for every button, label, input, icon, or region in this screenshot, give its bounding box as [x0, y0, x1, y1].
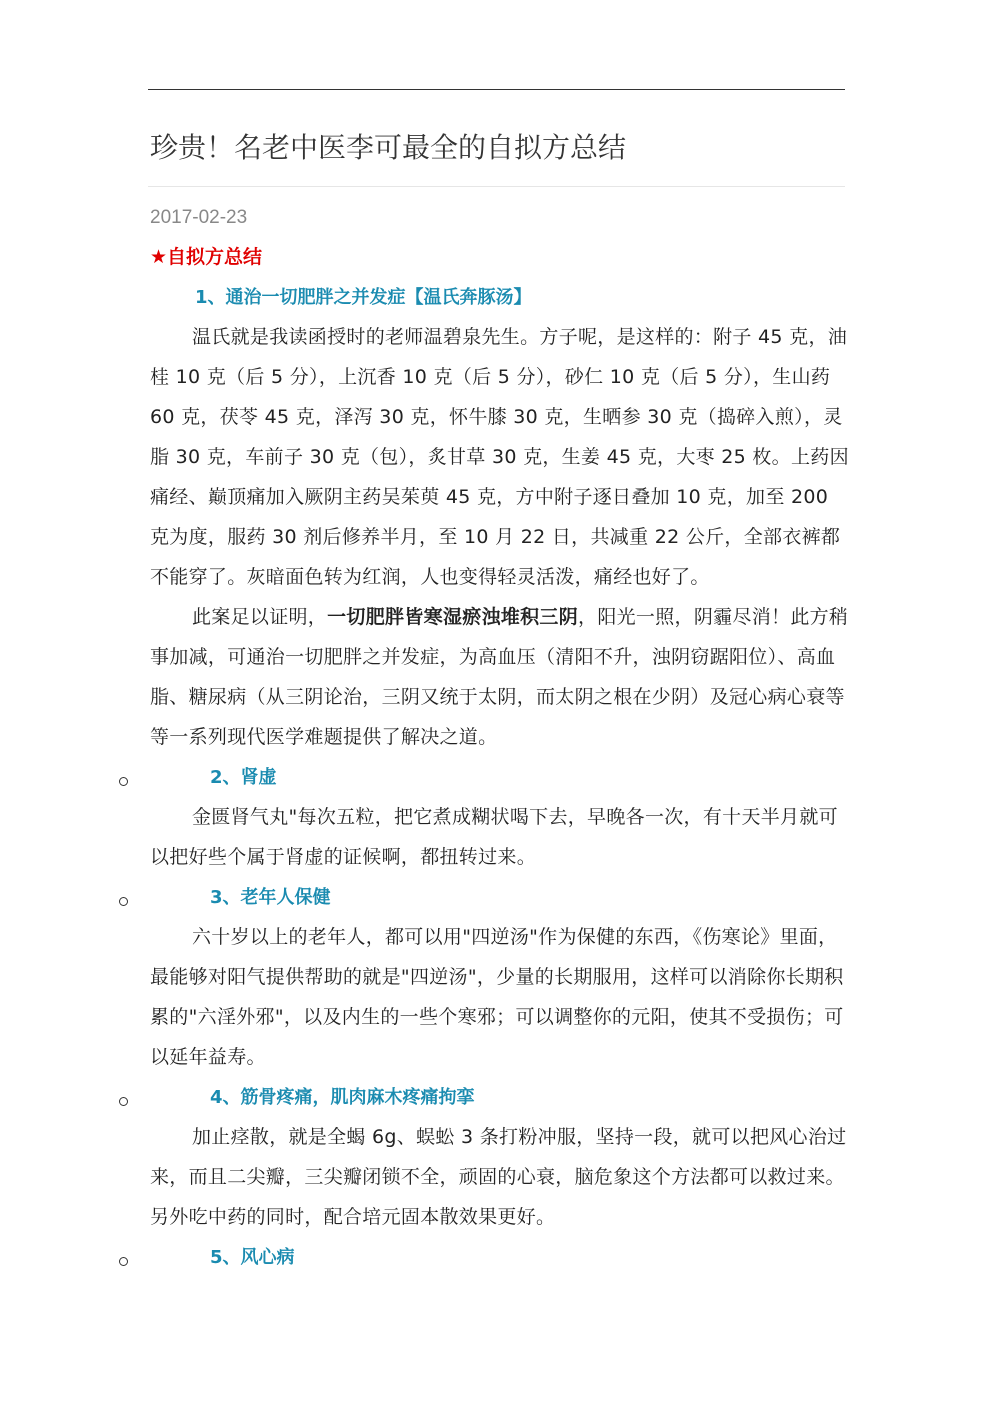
article-title: 珍贵！名老中医李可最全的自拟方总结 [150, 131, 627, 164]
section-1-p2-lead: 此案足以证明， [192, 606, 328, 628]
bullet-circle-icon [119, 897, 128, 906]
section-2-paragraph: 金匮肾气丸"每次五粒，把它煮成糊状喝下去，早晚各一次，有十天半月就可以把好些个属于肾虚的证候啊，都扭转过来。 [150, 806, 838, 868]
section-5-heading: 5、风心病 [210, 1247, 295, 1268]
bullet-circle-icon [119, 777, 128, 786]
section-1-p2-rest: ，阳光一照，阴霾尽消！此方稍事加减，可通治一切肥胖之并发症，为高血压（清阳不升，浊阴窃踞阳位）、高血脂、糖尿病（从三阴论治，三阴又统于太阴，而太阴之根在少阴）及冠心病心衰等等一系列现代医学难题提供了解决之道。 [150, 606, 849, 748]
section-1-paragraph-1: 温氏就是我读函授时的老师温碧泉先生。方子呢，是这样的：附子 45 克，油桂 10 克（后 5 分），上沉香 10 克（后 5 分），砂仁 10 克（后 5 分），生山药 60 克，茯苓 45 克，泽泻 30 克，怀牛膝 30 克，生晒参 30 克（捣碎入煎），灵脂 30 克，车前子 30 克（包），炙甘草 30 克，生姜 45 克，大枣 25 枚。上药因痛经、巅顶痛加入厥阴主药吴茱萸 45 克，方中附子逐日叠加 10 克，加至 200 克为度，服药 30 剂后修养半月，至 10 月 22 日，共减重 22 公斤，全部衣裤都不能穿了。灰暗面色转为红润，人也变得轻灵活泼，痛经也好了。 [150, 326, 849, 588]
section-4-paragraph: 加止痉散，就是全蝎 6g、蜈蚣 3 条打粉冲服，坚持一段，就可以把风心治过来，而且二尖瓣，三尖瓣闭锁不全，顽固的心衰，脑危象这个方法都可以救过来。另外吃中药的同时，配合培元固本散效果更好。 [150, 1126, 847, 1228]
section-1-p2-emphasis: 一切肥胖皆寒湿瘀浊堆积三阴 [327, 606, 579, 628]
section-1-paragraph-2 [150, 597, 850, 757]
bullet-circle-icon [119, 1257, 128, 1266]
section-1-heading: 1、通治一切肥胖之并发症【温氏奔豚汤】 [195, 287, 532, 308]
title-divider [148, 186, 845, 187]
top-rule [148, 89, 845, 90]
bullet-circle-icon [119, 1097, 128, 1106]
section-2-heading: 2、肾虚 [210, 767, 277, 788]
article-date: 2017-02-23 [150, 207, 248, 228]
section-kicker: ★自拟方总结 [150, 246, 263, 268]
section-3-heading: 3、老年人保健 [210, 887, 331, 908]
section-3-paragraph: 六十岁以上的老年人，都可以用"四逆汤"作为保健的东西，《伤寒论》里面，最能够对阳气提供帮助的就是"四逆汤"，少量的长期服用，这样可以消除你长期积累的"六淫外邪"，以及内生的一些个寒邪；可以调整你的元阳，使其不受损伤；可以延年益寿。 [150, 926, 844, 1068]
section-4-heading: 4、筋骨疼痛，肌肉麻木疼痛拘挛 [210, 1087, 475, 1108]
